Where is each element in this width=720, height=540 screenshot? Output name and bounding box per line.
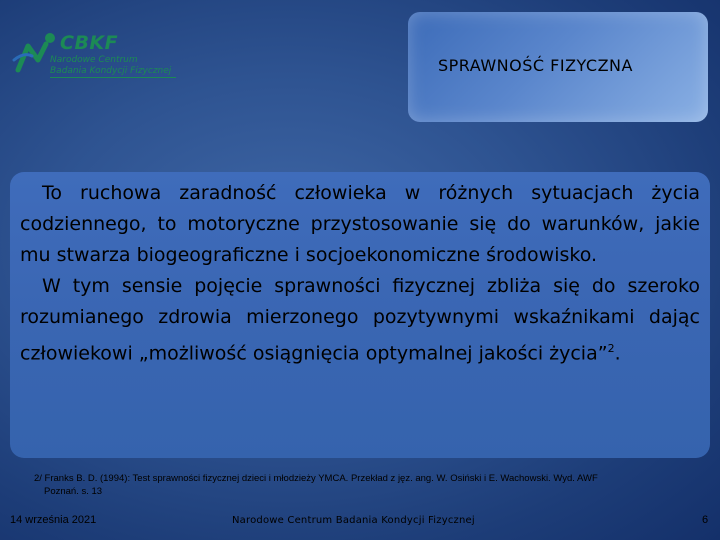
footnote-reference: 2 xyxy=(607,342,615,355)
page-number: 6 xyxy=(702,514,709,526)
definition-paragraph: To ruchowa zaradność człowieka w różnych sytuacjach życia codziennego, to motoryczne przystosowanie się do warunków, jakie mu stwarza biogeograficzne i socjoekonomiczne środowisko. xyxy=(20,182,700,266)
health-paragraph-text: W tym sensie pojęcie sprawności fizycznej zbliża się do szeroko rozumianego zdrowia mierzonego pozytywnymi wskaźnikami dając człowiekowi „możliwość osiągnięcia optymalnej jakości życia” xyxy=(20,275,700,365)
content-box xyxy=(10,172,710,458)
logo-brand: CBKF xyxy=(60,32,119,54)
health-paragraph xyxy=(20,271,700,369)
logo xyxy=(12,22,187,92)
logo-subtitle-line2: Badania Kondycji Fizycznej xyxy=(50,66,176,78)
title-box xyxy=(408,12,708,122)
footer-date: 14 września 2021 xyxy=(10,514,97,526)
footnote-line2: Poznań. s. 13 xyxy=(44,486,103,497)
footer-organization: Narodowe Centrum Badania Kondycji Fizycznej xyxy=(232,515,475,526)
health-paragraph-end: . xyxy=(614,342,621,365)
logo-subtitle-line1: Narodowe Centrum xyxy=(50,55,138,65)
content-body xyxy=(20,178,700,369)
footnote-line1: 2/ Franks B. D. (1994): Test sprawności fizycznej dzieci i młodzieży YMCA. Przekład z jęz. ang. W. Osiński i E. Wachowski. Wyd. AWF xyxy=(34,473,598,484)
slide-title: SPRAWNOŚĆ FIZYCZNA xyxy=(438,56,633,75)
footnote xyxy=(34,472,704,498)
